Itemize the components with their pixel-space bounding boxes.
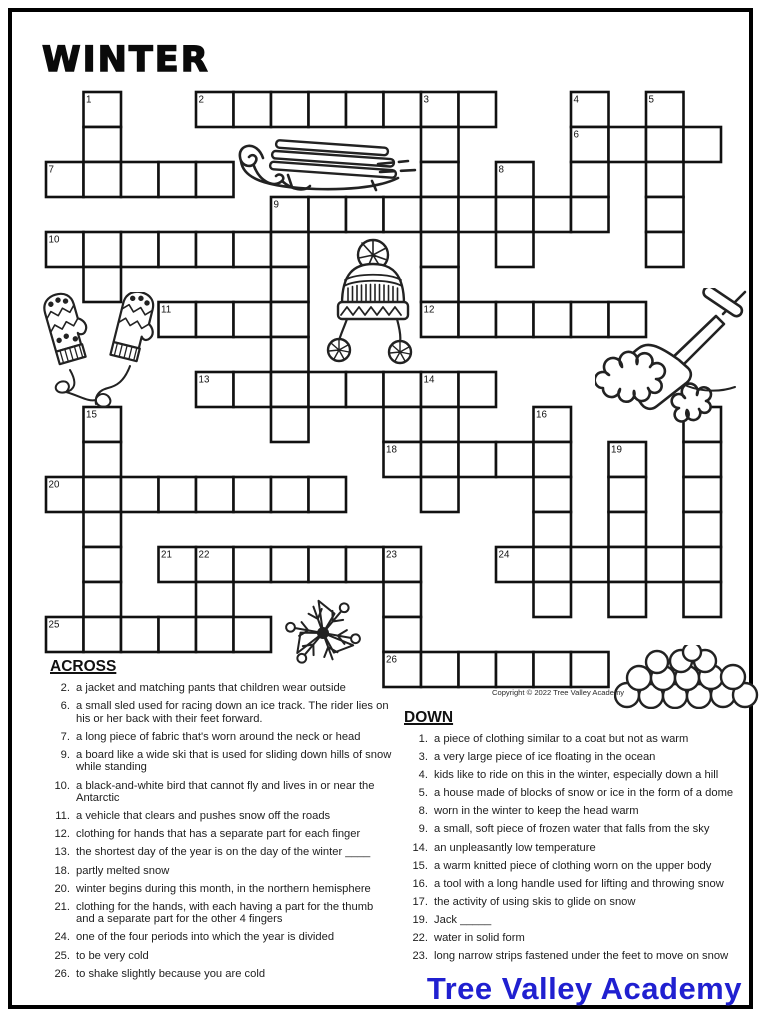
grid-cell	[84, 477, 122, 512]
down-clue-15	[404, 860, 758, 873]
across-clue-6	[50, 700, 394, 725]
clue-text: a black-and-white bird that cannot fly and lives in or near the Antarctic	[76, 779, 375, 805]
across-clue-7	[50, 731, 394, 744]
down-clue-5	[404, 787, 758, 800]
grid-cell	[534, 582, 572, 617]
clue-number: 3.	[418, 751, 428, 764]
clue-number: 10.	[54, 779, 70, 792]
grid-cell	[496, 442, 534, 477]
grid-cell	[459, 442, 497, 477]
across-clue-18	[50, 865, 394, 878]
grid-cell	[534, 547, 572, 582]
down-clue-8	[404, 805, 758, 818]
down-section	[404, 709, 758, 968]
down-clue-4	[404, 769, 758, 782]
down-clue-3	[404, 751, 758, 764]
grid-cell	[234, 617, 272, 652]
clue-text: a small, soft piece of frozen water that falls from the sky	[434, 823, 710, 836]
grid-cell	[271, 477, 309, 512]
grid-cell	[534, 652, 572, 687]
cell-number: 4	[573, 94, 579, 106]
clue-number: 15.	[412, 859, 428, 872]
down-clue-16	[404, 878, 758, 891]
grid-cell	[234, 92, 272, 127]
grid-cell	[421, 197, 459, 232]
cell-number: 10	[48, 234, 60, 246]
cell-number: 9	[273, 199, 279, 211]
down-clue-9	[404, 823, 758, 836]
across-header: ACROSS	[50, 658, 117, 675]
clue-number: 18.	[54, 864, 70, 877]
across-clue-9	[50, 749, 394, 774]
cell-number: 15	[86, 409, 97, 421]
snow-shovel-icon	[595, 288, 757, 423]
clue-text: Jack _____	[434, 913, 492, 926]
cell-number: 21	[161, 549, 172, 561]
grid-cell	[421, 407, 459, 442]
grid-cell	[571, 547, 609, 582]
grid-cell	[234, 477, 272, 512]
cell-number: 19	[611, 444, 622, 456]
grid-cell	[346, 92, 384, 127]
down-clue-22	[404, 932, 758, 945]
across-clue-10	[50, 780, 394, 805]
clue-number: 6.	[60, 700, 70, 713]
grid-cell	[459, 197, 497, 232]
grid-cell	[496, 232, 534, 267]
down-clue-19	[404, 914, 758, 927]
grid-cell	[196, 477, 234, 512]
clue-text: clothing for hands that has a separate part for each finger	[76, 828, 361, 841]
grid-cell	[159, 617, 197, 652]
across-clue-13	[50, 846, 394, 859]
cell-number: 6	[573, 129, 579, 141]
down-header: DOWN	[404, 709, 454, 726]
page-title: WINTER	[42, 40, 210, 80]
cell-number: 14	[423, 374, 435, 386]
grid-cell	[384, 92, 422, 127]
grid-cell	[121, 232, 159, 267]
grid-cell	[271, 372, 309, 407]
grid-cell	[234, 372, 272, 407]
grid-cell	[196, 302, 234, 337]
clue-number: 4.	[418, 769, 428, 782]
grid-cell	[84, 512, 122, 547]
across-clue-25	[50, 950, 394, 963]
grid-cell	[534, 197, 572, 232]
grid-cell	[84, 547, 122, 582]
across-clue-12	[50, 828, 394, 841]
grid-cell	[646, 232, 684, 267]
clue-number: 7.	[60, 730, 70, 743]
grid-cell	[384, 617, 422, 652]
clue-number: 23.	[412, 950, 428, 963]
grid-cell	[496, 197, 534, 232]
grid-cell	[459, 92, 497, 127]
grid-cell	[684, 442, 722, 477]
clue-text: to be very cold	[76, 949, 149, 962]
clue-text: a long piece of fabric that's worn around the neck or head	[76, 730, 361, 743]
grid-cell	[309, 372, 347, 407]
grid-cell	[121, 477, 159, 512]
down-clue-1	[404, 733, 758, 746]
across-clue-11	[50, 810, 394, 823]
clue-number: 17.	[412, 895, 428, 908]
grid-cell	[196, 232, 234, 267]
grid-cell	[684, 477, 722, 512]
grid-cell	[234, 232, 272, 267]
grid-cell	[421, 127, 459, 162]
grid-cell	[646, 127, 684, 162]
grid-cell	[159, 162, 197, 197]
snowball-pile-icon	[614, 645, 759, 709]
grid-cell	[609, 477, 647, 512]
grid-cell	[646, 547, 684, 582]
grid-cell	[84, 232, 122, 267]
clue-text: an unpleasantly low temperature	[434, 841, 596, 854]
cell-number: 26	[386, 654, 397, 666]
clue-text: a very large piece of ice floating in the ocean	[434, 751, 656, 764]
clue-number: 8.	[418, 805, 428, 818]
grid-cell	[346, 547, 384, 582]
grid-cell	[84, 162, 122, 197]
cell-number: 12	[423, 304, 435, 316]
grid-cell	[609, 127, 647, 162]
clue-text: the shortest day of the year is on the day of the winter ____	[76, 846, 371, 859]
cell-number: 25	[48, 619, 60, 631]
grid-cell	[571, 197, 609, 232]
down-clue-14	[404, 842, 758, 855]
grid-cell	[309, 477, 347, 512]
cell-number: 1	[86, 94, 92, 106]
grid-cell	[684, 512, 722, 547]
clue-text: a small sled used for racing down an ice track. The rider lies on his or her back with their feet forward.	[76, 700, 389, 725]
grid-cell	[421, 652, 459, 687]
grid-cell	[271, 92, 309, 127]
clue-number: 21.	[54, 900, 70, 913]
grid-cell	[346, 372, 384, 407]
grid-cell	[309, 197, 347, 232]
clue-text: long narrow strips fastened under the feet to move on snow	[434, 950, 729, 963]
clue-text: one of the four periods into which the year is divided	[76, 931, 335, 944]
grid-cell	[84, 127, 122, 162]
grid-cell	[346, 197, 384, 232]
down-clue-23	[404, 950, 758, 963]
grid-cell	[84, 582, 122, 617]
cell-number: 3	[423, 94, 429, 106]
clue-text: a house made of blocks of snow or ice in the form of a dome	[434, 787, 734, 800]
grid-cell	[496, 652, 534, 687]
grid-cell	[384, 197, 422, 232]
clue-text: a tool with a long handle used for lifting and throwing snow	[434, 877, 724, 890]
grid-cell	[271, 232, 309, 267]
grid-cell	[459, 302, 497, 337]
grid-cell	[534, 442, 572, 477]
cell-number: 13	[198, 374, 210, 386]
clue-number: 16.	[412, 877, 428, 890]
grid-cell	[271, 407, 309, 442]
footer-brand: Tree Valley Academy	[426, 971, 742, 1006]
grid-cell	[121, 617, 159, 652]
grid-cell	[646, 162, 684, 197]
winter-hat-icon	[325, 238, 417, 366]
across-section	[50, 658, 394, 986]
cell-number: 20	[48, 479, 60, 491]
grid-cell	[534, 512, 572, 547]
grid-cell	[234, 302, 272, 337]
down-clue-list	[404, 733, 758, 963]
grid-cell	[309, 92, 347, 127]
clue-text: a warm knitted piece of clothing worn on the upper body	[434, 859, 712, 872]
grid-cell	[571, 652, 609, 687]
clue-number: 11.	[55, 810, 70, 823]
grid-cell	[609, 512, 647, 547]
grid-cell	[459, 372, 497, 407]
clue-number: 2.	[60, 682, 70, 694]
clue-text: worn in the winter to keep the head warm	[434, 805, 639, 818]
grid-cell	[196, 582, 234, 617]
grid-cell	[271, 302, 309, 337]
copyright-text: Copyright © 2022 Tree Valley Academy	[492, 688, 625, 697]
grid-cell	[421, 267, 459, 302]
grid-cell	[421, 232, 459, 267]
clue-number: 5.	[418, 787, 428, 800]
clue-number: 9.	[60, 748, 70, 761]
clue-number: 25.	[54, 949, 70, 962]
grid-cell	[234, 547, 272, 582]
grid-cell	[421, 477, 459, 512]
clue-number: 26.	[54, 967, 70, 980]
across-clue-26	[50, 968, 394, 981]
clue-number: 19.	[412, 913, 428, 926]
grid-cell	[684, 127, 722, 162]
grid-cell	[271, 267, 309, 302]
cell-number: 16	[536, 409, 547, 421]
across-clue-2	[50, 682, 394, 695]
grid-cell	[496, 302, 534, 337]
grid-cell	[384, 372, 422, 407]
cell-number: 18	[386, 444, 397, 456]
cell-number: 22	[198, 549, 210, 561]
grid-cell	[609, 582, 647, 617]
across-clue-20	[50, 883, 394, 896]
clue-text: clothing for the hands, with each having a part for the thumb and a separate part for the other 4 fingers	[76, 900, 374, 926]
cell-number: 23	[386, 549, 397, 561]
clue-text: a jacket and matching pants that children wear outside	[76, 682, 346, 694]
clue-number: 24.	[54, 931, 70, 944]
clue-number: 14.	[412, 841, 428, 854]
sled-icon	[230, 130, 420, 200]
down-clue-17	[404, 896, 758, 909]
clue-text: a board like a wide ski that is used for sliding down hills of snow while standing	[76, 748, 392, 774]
clue-number: 13.	[54, 846, 70, 859]
across-clue-list	[50, 682, 394, 980]
clue-text: winter begins during this month, in the northern hemisphere	[76, 882, 371, 895]
clue-number: 20.	[54, 882, 70, 895]
cell-number: 5	[648, 94, 654, 106]
grid-cell	[271, 547, 309, 582]
grid-cell	[384, 407, 422, 442]
mittens-icon	[36, 292, 162, 410]
clue-number: 12.	[54, 828, 70, 841]
grid-cell	[196, 617, 234, 652]
clue-text: a piece of clothing similar to a coat but not as warm	[434, 733, 689, 745]
grid-cell	[159, 232, 197, 267]
cell-number: 24	[498, 549, 510, 561]
clue-text: to shake slightly because you are cold	[76, 967, 266, 980]
grid-cell	[684, 582, 722, 617]
cell-number: 2	[198, 94, 204, 106]
cell-number: 8	[498, 164, 504, 176]
grid-cell	[421, 162, 459, 197]
grid-cell	[534, 477, 572, 512]
clue-text: water in solid form	[434, 932, 525, 945]
grid-cell	[609, 547, 647, 582]
grid-cell	[271, 337, 309, 372]
grid-cell	[646, 197, 684, 232]
grid-cell	[684, 547, 722, 582]
grid-cell	[121, 162, 159, 197]
clue-text: the activity of using skis to glide on snow	[434, 895, 636, 908]
grid-cell	[459, 652, 497, 687]
grid-cell	[571, 162, 609, 197]
grid-cell	[309, 547, 347, 582]
clue-text: partly melted snow	[76, 864, 170, 877]
grid-cell	[384, 582, 422, 617]
grid-cell	[196, 162, 234, 197]
across-clue-24	[50, 931, 394, 944]
clue-number: 9.	[418, 823, 428, 836]
clue-text: kids like to ride on this in the winter, especially down a hill	[434, 769, 719, 782]
across-clue-21	[50, 901, 394, 926]
grid-cell	[84, 442, 122, 477]
grid-cell	[421, 442, 459, 477]
clue-text: a vehicle that clears and pushes snow off the roads	[76, 810, 331, 823]
cell-number: 11	[161, 304, 172, 316]
clue-number: 22.	[412, 932, 428, 945]
grid-cell	[159, 477, 197, 512]
grid-cell	[84, 617, 122, 652]
clue-number: 1.	[418, 733, 428, 745]
cell-number: 7	[48, 164, 54, 176]
grid-cell	[534, 302, 572, 337]
